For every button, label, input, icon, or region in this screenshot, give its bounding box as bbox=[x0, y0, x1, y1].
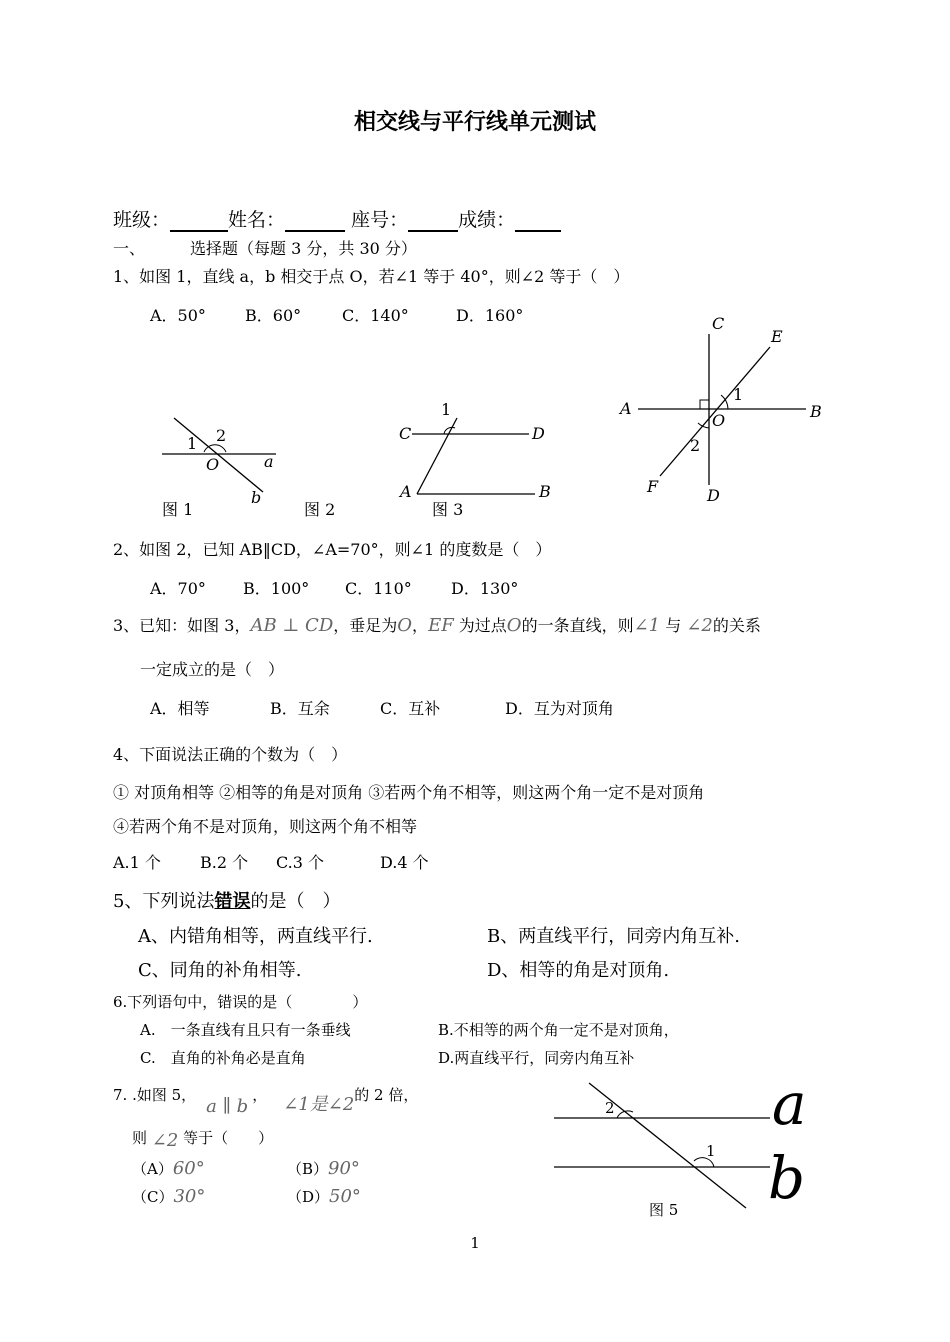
q2-option-a: A．70° bbox=[150, 579, 206, 598]
q7-math-angles: ∠1是∠2 bbox=[283, 1094, 355, 1115]
class-label: 班级： bbox=[113, 209, 171, 231]
q5-emphasis: 错误 bbox=[214, 891, 251, 912]
fig1-label-b: b bbox=[251, 488, 262, 507]
q7-math-angle2: ∠2 bbox=[151, 1130, 179, 1151]
section-number: 一、 bbox=[113, 239, 146, 258]
q3-option-b: B．互余 bbox=[270, 699, 330, 718]
fig5-label-1: 1 bbox=[706, 1142, 716, 1160]
q2-option-b: B．100° bbox=[243, 579, 310, 598]
q5-option-b: B、两直线平行，同旁内角互补. bbox=[487, 926, 740, 947]
q3-option-c: C．互补 bbox=[380, 699, 441, 718]
name-label: 姓名： bbox=[228, 209, 286, 231]
q7-option-b-label: （B） bbox=[287, 1160, 329, 1178]
q4-option-b: B.2 个 bbox=[200, 853, 249, 872]
q3-prefix: 3、已知：如图 3， bbox=[113, 616, 251, 635]
q3-option-a: A．相等 bbox=[150, 699, 210, 718]
q3-mid2: ， bbox=[412, 616, 429, 635]
fig4-label-c: C bbox=[712, 314, 725, 333]
q3-math-o: O bbox=[397, 615, 413, 636]
q1-option-d: D．160° bbox=[456, 306, 524, 325]
q7-line2-prefix: 则 bbox=[132, 1129, 152, 1147]
fig3-label-1: 1 bbox=[441, 400, 452, 419]
fig4-label-o: O bbox=[712, 411, 726, 430]
q6-option-b: B.不相等的两个角一定不是对顶角， bbox=[438, 1021, 679, 1039]
page-number: 1 bbox=[470, 1234, 480, 1252]
q7-option-d-value: 50° bbox=[329, 1186, 361, 1207]
q2-option-d: D．130° bbox=[451, 579, 519, 598]
q1-option-b: B．60° bbox=[245, 306, 302, 325]
q4-statements-1: ① 对顶角相等 ②相等的角是对顶角 ③若两个角不相等，则这两个角一定不是对顶角 bbox=[113, 783, 705, 802]
q7-suffix: 的 2 倍， bbox=[354, 1086, 419, 1104]
q1-option-a: A．50° bbox=[150, 306, 206, 325]
q1-option-c: C．140° bbox=[342, 306, 409, 325]
fig3-caption: 图 3 bbox=[432, 500, 464, 519]
fig1-caption: 图 1 bbox=[162, 500, 194, 519]
q6-option-c: C. 直角的补角必是直角 bbox=[140, 1049, 306, 1067]
fig3-label-d: D bbox=[532, 424, 545, 443]
q3-math-angle1: ∠1 bbox=[633, 615, 661, 636]
fig1-label-1: 1 bbox=[187, 434, 198, 453]
q3-suffix: 的关系 bbox=[712, 616, 761, 635]
q3-math-angle2: ∠2 bbox=[686, 615, 713, 636]
q3-mid4: 的一条直线，则 bbox=[521, 616, 634, 635]
q7-mid: ， bbox=[252, 1086, 268, 1104]
fig4-label-1: 1 bbox=[733, 385, 744, 404]
fig3-label-c: C bbox=[399, 424, 412, 443]
fig4-label-b: B bbox=[810, 402, 822, 421]
q7-line2-suffix: 等于（ ） bbox=[178, 1129, 274, 1147]
q3-mid5: 与 bbox=[660, 616, 687, 635]
q6-option-a: A. 一条直线有且只有一条垂线 bbox=[140, 1021, 351, 1039]
fig4-label-2: 2 bbox=[690, 436, 701, 455]
q3-line-2: 一定成立的是（ ） bbox=[140, 660, 285, 679]
q3-math-ab-cd: AB ⊥ CD bbox=[250, 615, 334, 636]
q3-math-ef: EF bbox=[428, 615, 454, 636]
q7-prefix: 7. .如图 5， bbox=[113, 1086, 197, 1104]
fig4-label-f: F bbox=[647, 477, 659, 496]
q4-statements-2: ④若两个角不是对顶角，则这两个角不相等 bbox=[113, 817, 418, 836]
fig4-label-a: A bbox=[620, 399, 632, 418]
q3-option-d: D．互为对顶角 bbox=[505, 699, 614, 718]
q5-option-a: A、内错角相等，两直线平行. bbox=[138, 926, 373, 947]
question-1: 1、如图 1，直线 a，b 相交于点 O，若∠1 等于 40°，则∠2 等于（ ） bbox=[113, 267, 630, 286]
page-title: 相交线与平行线单元测试 bbox=[353, 110, 596, 135]
fig4-label-d: D bbox=[707, 486, 720, 505]
q7-option-c-value: 30° bbox=[173, 1186, 206, 1207]
fig5-label-2: 2 bbox=[605, 1099, 615, 1117]
q7-math-a-parallel-b: a ∥ b bbox=[206, 1096, 249, 1117]
question-6: 6.下列语句中，错误的是（ ） bbox=[113, 993, 368, 1011]
fig5-label-b: b bbox=[768, 1144, 806, 1212]
q2-option-c: C．110° bbox=[345, 579, 412, 598]
fig3-label-a: A bbox=[400, 482, 412, 501]
q6-option-d: D.两直线平行，同旁内角互补 bbox=[438, 1049, 635, 1067]
question-4: 4、下面说法正确的个数为（ ） bbox=[113, 745, 348, 764]
question-2: 2、如图 2，已知 AB‖CD，∠A=70°，则∠1 的度数是（ ） bbox=[113, 540, 552, 559]
q4-option-a: A.1 个 bbox=[113, 853, 161, 872]
score-label: 成绩： bbox=[458, 209, 516, 231]
fig1-label-a: a bbox=[264, 452, 274, 471]
fig1-label-2: 2 bbox=[216, 426, 227, 445]
q7-option-d-label: （D） bbox=[287, 1188, 330, 1206]
q5-option-c: C、同角的补角相等. bbox=[138, 960, 302, 981]
fig2-caption: 图 2 bbox=[304, 500, 336, 519]
fig5-caption: 图 5 bbox=[649, 1201, 679, 1219]
seat-label: 座号： bbox=[351, 209, 409, 231]
fig4-label-e: E bbox=[771, 327, 783, 346]
q7-option-c-label: （C） bbox=[132, 1188, 174, 1206]
q3-math-o2: O bbox=[506, 615, 522, 636]
fig3-label-b: B bbox=[539, 482, 551, 501]
q3-mid3: 为过点 bbox=[453, 616, 507, 635]
fig5-label-a: a bbox=[772, 1070, 807, 1138]
q5-option-d: D、相等的角是对顶角. bbox=[487, 960, 670, 981]
q3-mid1: ，垂足为 bbox=[333, 616, 398, 635]
fig1-label-o: O bbox=[206, 455, 220, 474]
section-heading: 选择题（每题 3 分，共 30 分） bbox=[190, 239, 417, 258]
q7-option-a-value: 60° bbox=[172, 1158, 205, 1179]
q7-option-b-value: 90° bbox=[328, 1158, 360, 1179]
q4-option-c: C.3 个 bbox=[276, 853, 325, 872]
q5-suffix: 的是（ ） bbox=[250, 891, 341, 912]
q5-prefix: 5、下列说法 bbox=[113, 891, 215, 912]
q4-option-d: D.4 个 bbox=[380, 853, 429, 872]
q7-option-a-label: （A） bbox=[132, 1160, 173, 1178]
